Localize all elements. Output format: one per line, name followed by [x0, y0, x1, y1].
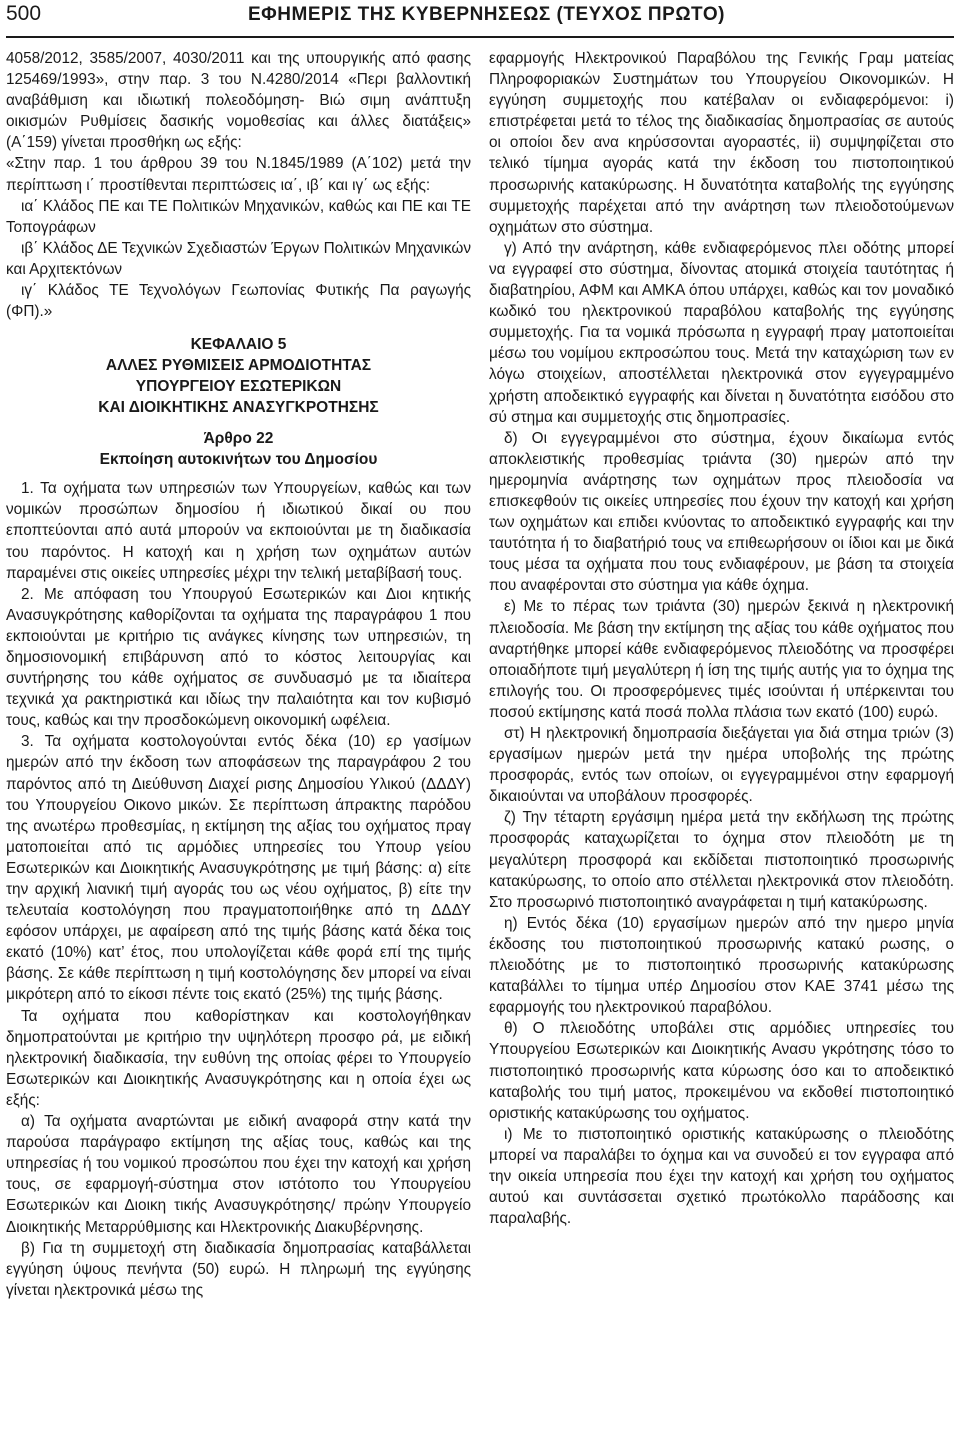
article-heading — [6, 428, 471, 470]
paragraph: Τα οχήματα που καθορίστηκαν και κοστολογήθηκαν δημοπρατούνται με κριτήριο την υψηλότερη προσφο ρά, με ειδική ηλεκτρονική διαδικασία, την ευθύνη της οποίας φέρει το Υπουργείο Εσωτερικών και Διοικητικής Ανασυγκρότησης και η οποία έχει ως εξής: — [6, 1007, 471, 1109]
page-header — [6, 2, 954, 38]
text-columns — [6, 48, 954, 1301]
chapter-number: ΚΕΦΑΛΑΙΟ 5 — [190, 336, 287, 354]
right-column — [489, 48, 954, 1301]
page-number: 500 — [6, 2, 42, 25]
chapter-title-line: ΚΑΙ ΔΙΟΙΚΗΤΙΚΗΣ ΑΝΑΣΥΓΚΡΟΤΗΣΗΣ — [98, 399, 379, 417]
paragraph: «Στην παρ. 1 του άρθρου 39 του Ν.1845/1989 (Α΄102) μετά την περίπτωση ι΄ προστίθενται περιπτώσεις ια΄, ιβ΄ και ιγ΄ ως εξής: — [6, 155, 471, 194]
paragraph: ιγ΄ Κλάδος ΤΕ Τεχνολόγων Γεωπονίας Φυτικής Πα ραγωγής (ΦΠ).» — [6, 282, 471, 321]
gazette-title: ΕΦΗΜΕΡΙΣ ΤΗΣ ΚΥΒΕΡΝΗΣΕΩΣ (ΤΕΥΧΟΣ ΠΡΩΤΟ) — [248, 4, 725, 25]
chapter-heading — [6, 334, 471, 418]
chapter-title-line: ΥΠΟΥΡΓΕΙΟΥ ΕΣΩΤΕΡΙΚΩΝ — [135, 378, 342, 396]
paragraph: 3. Τα οχήματα κοστολογούνται εντός δέκα (10) ερ γασίμων ημερών από την έκδοση των αποφάσεων της παραγράφου 2 του παρόντος από τη Διεύθυνση Διαχεί ρισης Δημοσίου Υλικού (ΔΔΔΥ) του Υπουργείου Οικονο μικών. Σε περίπτωση άπρακτης παρόδου της ανωτέρω προθεσμίας, η εκτίμηση της αξίας του οχήματος πραγ ματοποιείται από τις αρμόδιες υπηρεσίες του Υπουρ γείου Εσωτερικών και Διοικητικής Ανασυγκρότησης με τιμή βάσης: α) είτε την αρχική λιανική τιμή αγοράς του ως νέου οχήματος, β) είτε την τελευταία κοστολόγηση που πραγματοποιήθηκε από τη ΔΔΔΥ εφόσον υπάρχει, με αφαίρεση από της τιμής βάσης κατά δέκα τοις εκατό (10%) κατ’ έτος, που υπολογίζεται κάθε φορά επί της τιμής βάσης. Σε κάθε περίπτωση η τιμή κοστολόγησης δεν μπορεί να είναι μικρότερη από το είκοσι πέντε τοις εκατό (25%) της τιμής βάσης. — [6, 733, 471, 1004]
paragraph: θ) Ο πλειοδότης υποβάλει στις αρμόδιες υπηρεσίες του Υπουργείου Εσωτερικών και Διοικητικής Ανασυ γκρότησης τόσο το πιστοποιητικό προσωρινής κατα κύρωσης όσο και το αποδεικτικό καταβολής του τιμή ματος, προκειμένου να εκδοθεί πιστοποιητικό οριστικής κατακύρωσης του οχήματος. — [489, 1020, 954, 1122]
paragraph: 1. Τα οχήματα των υπηρεσιών των Υπουργείων, καθώς και των νομικών προσώπων δημοσίου ή ιδιωτικού δικαί ου που εποπτεύονται από αυτά μπορούν να εκποιούνται με τη διαδικασία του παρόντος. Η κατοχή και η χρήση των οχημάτων αυτών παραμένει στις οικείες υπηρεσίες μέχρι την τελική μεταβίβασή τους. — [6, 480, 471, 582]
paragraph: α) Τα οχήματα αναρτώνται με ειδική αναφορά στην κατά την παρούσα παράγραφο εκτίμηση της αξίας τους, καθώς και της υπηρεσίας ή του νομικού προσώπου που έχει την κατοχή και χρήση τους, σε εφαρμογή-σύστημα στον ιστότοπο του Υπουργείου Εσωτερικών και Διοικη τικής Ανασυγκρότησης/ πρώην Υπουργείο Διοικητικής Μεταρρύθμισης και Ηλεκτρονικής Διακυβέρνησης. — [6, 1113, 471, 1236]
paragraph: 2. Με απόφαση του Υπουργού Εσωτερικών και Διοι κητικής Ανασυγκρότησης καθορίζονται τα οχήματα της παραγράφου 1 που εκποιούνται με κριτήριο τις ανάγκες κίνησης των υπηρεσιών, τη δημοσιονομική επιβάρυνση από το κόστος λειτουργίας και συντήρησης του κάθε οχήματος σε συνδυασμό με τα ιδιαίτερα τεχνικά χα ρακτηριστικά και ιδίως την παλαιότητα και τον κυβισμό τους, καθώς και την προσδοκώμενη οικονομική ωφέλεια. — [6, 585, 471, 730]
paragraph: ζ) Την τέταρτη εργάσιμη ημέρα μετά την εκδήλωση της πρώτης προσφοράς καταχωρίζεται το όχημα στον πλειοδότη με τη μεγαλύτερη προσφορά και εκδίδεται πιστοποιητικό προσωρινής κατακύρωσης, το οποίο απο στέλλεται ηλεκτρονικά στον πλειοδότη. Στο προσωρινό πιστοποιητικό αναγράφεται η τιμή κατακύρωσης. — [489, 809, 954, 911]
paragraph: ε) Με το πέρας των τριάντα (30) ημερών ξεκινά η ηλεκτρονική πλειοδοσία. Με βάση την εκτίμηση της αξίας του κάθε οχήματος που αναρτήθηκε μπορεί κάθε ενδιαφερόμενος πλειοδότης να προσφέρει οποιαδήποτε τιμή μεγαλύτερη ή ίση της τιμής αυτής για το όχημα της επιλογής του. Οι προσφερόμενες τιμές ισούνται ή υπέρκεινται του ποσού εκτίμησης κατά ποσά πολλα πλάσια των εκατό (100) ευρώ. — [489, 598, 954, 721]
paragraph: ι) Με το πιστοποιητικό οριστικής κατακύρωσης ο πλειοδότης μπορεί να παραλάβει το όχημα και να συνοδεύ ει τον εγγραφα από την οικεία υπηρεσία που έχει την κατοχή και χρήση του οχήματος αυτού και συντάσσεται σχετικό πρωτόκολλο παράδοσης και παραλαβής. — [489, 1125, 954, 1228]
paragraph: ια΄ Κλάδος ΠΕ και ΤΕ Πολιτικών Μηχανικών, καθώς και ΠΕ και ΤΕ Τοπογράφων — [6, 197, 471, 236]
paragraph: εφαρμογής Ηλεκτρονικού Παραβόλου της Γενικής Γραμ ματείας Πληροφοριακών Συστημάτων του Υπουργείου Οικονομικών. Η εγγύηση συμμετοχής που κατέβαλαν οι ενδιαφερόμενοι: i) επιστρέφεται μετά το τέλος της διαδικασίας δημοπρασίας σε αυτούς οι οποίοι δεν ανα κηρύσσονται αγοραστές, ii) συμψηφίζεται στο τελικό τίμημα αγοράς κατά την έκδοση του πιστοποιητικού προσωρινής κατακύρωσης. Η δυνατότητα καταβολής της εγγύησης συμμετοχής παρέχεται από την ανάρτηση των πλειοδοτούμενων οχημάτων στο σύστημα. — [489, 50, 954, 236]
left-column — [6, 48, 471, 1301]
article-number: Άρθρο 22 — [203, 430, 274, 448]
gazette-page — [0, 2, 960, 1433]
paragraph: γ) Από την ανάρτηση, κάθε ενδιαφερόμενος πλει οδότης μπορεί να εγγραφεί στο σύστημα, δίνοντας ατομικά στοιχεία ταυτότητας ή διαβατηρίου, ΑΦΜ και ΑΜΚΑ όπου υπάρχει, καθώς και τον μοναδικό κωδικό του ηλεκτρονικού παραβόλου καταβολής της εγγύησης συμμετοχής. Για τα νομικά πρόσωπα η εγγραφή πραγ ματοποιείται μέσω του νομίμου εκπροσώπου τους. Μετά την καταχώριση των εν λόγω στοιχείων, αποστέλλεται ηλεκτρονικά στον εγγεγραμμένο χρήστη αποδεικτικό εγγραφής και δίνεται η δυνατότητα εισόδου στο σύ στημα και συμμετοχής στις δημοπρασίες. — [489, 239, 954, 426]
paragraph: δ) Οι εγγεγραμμένοι στο σύστημα, έχουν δικαίωμα εντός αποκλειστικής προθεσμίας τριάντα (30) ημερών από την ημερομηνία ανάρτησης των οχημάτων προς πλειοδοσία να επισκεφθούν τις οικείες υπηρεσίες που έχουν την κατοχή και χρήση των οχημάτων και επιδει κνύοντας το αποδεικτικό εγγραφής και την ταυτότητα ή το διαβατήριό τους να επιθεωρήσουν οι ίδιοι και με δικά τους μέσα τα οχήματα που τους ενδιαφέρουν, με βάση τα στοιχεία που αναφέρονται στο σύστημα για κάθε όχημα. — [489, 429, 954, 595]
article-title: Εκποίηση αυτοκινήτων του Δημοσίου — [99, 451, 378, 469]
chapter-title-line: ΑΛΛΕΣ ΡΥΘΜΙΣΕΙΣ ΑΡΜΟΔΙΟΤΗΤΑΣ — [105, 357, 372, 375]
paragraph: β) Για τη συμμετοχή στη διαδικασία δημοπρασίας καταβάλλεται εγγύηση ύψους πενήντα (50) ευρώ. Η πληρωμή της εγγύησης γίνεται ηλεκτρονικά μέσω της — [6, 1239, 471, 1299]
paragraph: η) Εντός δέκα (10) εργασίμων ημερών από την ημερο μηνία έκδοσης του πιστοποιητικού προσωρινής κατακύ ρωσης, ο πλειοδότης με το πιστοποιητικό προσωρινής κατακύρωσης καταβάλλει το τίμημα υπέρ Δημοσίου στον ΚΑΕ 3741 μέσω της εφαρμογής του ηλεκτρονικού παραβόλου. — [489, 914, 954, 1017]
paragraph: στ) Η ηλεκτρονική δημοπρασία διεξάγεται για διά στημα τριών (3) εργασίμων ημερών μετά την ημέρα υποβολής της πρώτης προσφοράς, εντός των οποίων, οι εγγεγραμμένοι στην εφαρμογή δικαιούνται να υποβάλουν προσφορές. — [489, 725, 954, 806]
paragraph: 4058/2012, 3585/2007, 4030/2011 και της υπουργικής από φασης 125469/1993», στην παρ. 3 του Ν.4280/2014 «Περι βαλλοντική αναβάθμιση και ιδιωτική πολεοδόμηση- Βιώ σιμη ανάπτυξη οικισμών Ρυθμίσεις δασικής νομοθεσίας και άλλες διατάξεις» (Α΄159) γίνεται προσθήκη ως εξής: — [6, 50, 471, 152]
paragraph: ιβ΄ Κλάδος ΔΕ Τεχνικών Σχεδιαστών Έργων Πολιτικών Μηχανικών και Αρχιτεκτόνων — [6, 239, 471, 278]
